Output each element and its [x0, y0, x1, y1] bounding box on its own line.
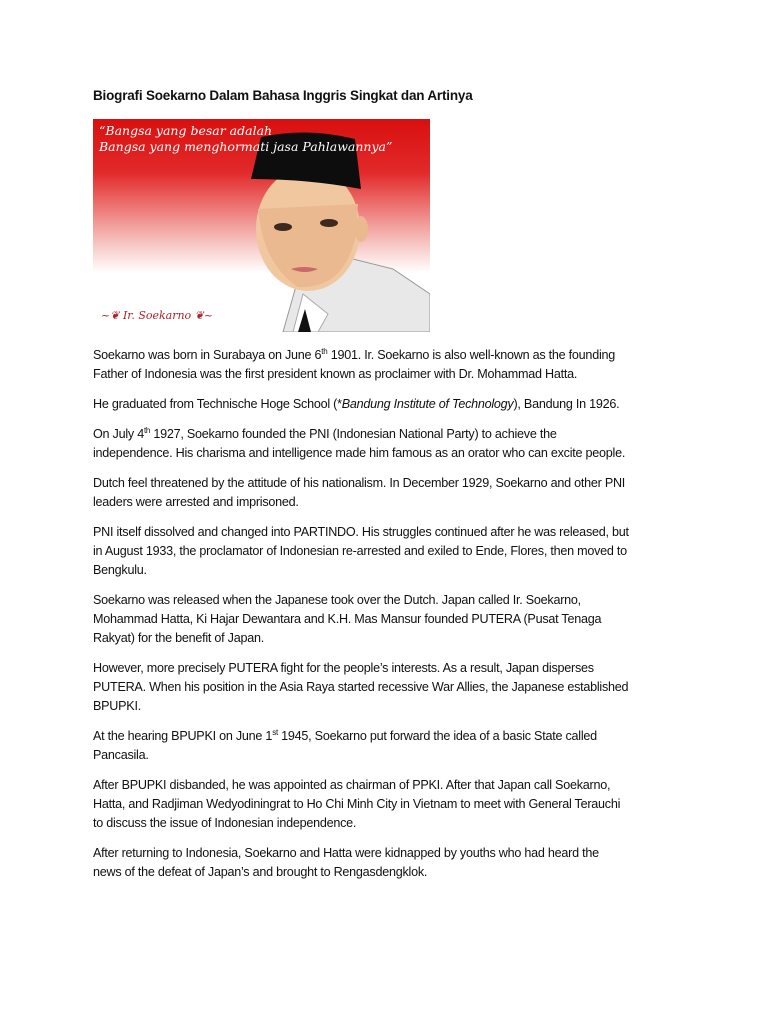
text-segment: ), Bandung In 1926. — [513, 397, 620, 411]
text-segment: Soekarno was born in Surabaya on June 6 — [93, 348, 322, 362]
text-line — [93, 659, 693, 678]
text-line — [93, 395, 693, 414]
paragraph — [93, 591, 693, 648]
text-segment: Dutch feel threatened by the attitude of his nationalism. In December 1929, Soekarno and other PNI — [93, 476, 626, 490]
text-line — [93, 776, 693, 795]
text-line — [93, 542, 693, 561]
quote-line-1: “Bangsa yang besar adalah — [99, 123, 273, 138]
text-segment: After BPUPKI disbanded, he was appointed as chairman of PPKI. After that Japan call Soekarno, — [93, 778, 611, 792]
paragraph — [93, 346, 693, 384]
text-segment: BPUPKI. — [93, 699, 141, 713]
text-line — [93, 746, 693, 765]
text-segment: Father of Indonesia was the first president known as proclaimer with Dr. Mohammad Hatta. — [93, 367, 578, 381]
paragraph — [93, 727, 693, 765]
quote-line-2: Bangsa yang menghormati jasa Pahlawannya” — [99, 139, 393, 154]
paragraph — [93, 776, 693, 833]
signature: ~❦ Ir. Soekarno ❦~ — [101, 309, 214, 322]
text-segment: PNI itself dissolved and changed into PARTINDO. His struggles continued after he was released, but — [93, 525, 629, 539]
text-segment: Pancasila. — [93, 748, 149, 762]
document-title: Biografi Soekarno Dalam Bahasa Inggris Singkat dan Artinya — [93, 88, 473, 103]
text-segment: Soekarno was released when the Japanese took over the Dutch. Japan called Ir. Soekarno, — [93, 593, 581, 607]
paragraph — [93, 844, 693, 882]
paragraph — [93, 659, 693, 716]
superscript: th — [321, 347, 328, 356]
text-segment: 1945, Soekarno put forward the idea of a basic State called — [277, 729, 597, 743]
hero-quote — [99, 123, 392, 155]
text-line — [93, 697, 693, 716]
text-segment: PUTERA. When his position in the Asia Raya started recessive War Allies, the Japanese established — [93, 680, 629, 694]
paragraph — [93, 395, 693, 414]
text-segment: Bengkulu. — [93, 563, 147, 577]
text-segment: news of the defeat of Japan’s and brought to Rengasdengklok. — [93, 865, 428, 879]
text-line — [93, 863, 693, 882]
text-line — [93, 523, 693, 542]
text-line — [93, 610, 693, 629]
text-line — [93, 444, 693, 463]
text-line — [93, 795, 693, 814]
text-segment: independence. His charisma and intelligence made him famous as an orator who can excite people. — [93, 446, 626, 460]
text-line — [93, 814, 693, 833]
text-line — [93, 727, 693, 746]
text-line — [93, 591, 693, 610]
text-line — [93, 493, 693, 512]
italic-text: Bandung Institute of Technology — [341, 397, 514, 411]
text-line — [93, 425, 693, 444]
text-line — [93, 474, 693, 493]
text-segment: After returning to Indonesia, Soekarno and Hatta were kidnapped by youths who had heard the — [93, 846, 599, 860]
soekarno-portrait-image — [93, 119, 430, 332]
text-line — [93, 844, 693, 863]
signature-text: Ir. Soekarno — [122, 309, 192, 322]
text-segment: Hatta, and Radjiman Wedyodiningrat to Ho Chi Minh City in Vietnam to meet with General Terauchi — [93, 797, 621, 811]
text-line — [93, 561, 693, 580]
paragraph — [93, 425, 693, 463]
text-line — [93, 678, 693, 697]
text-segment: leaders were arrested and imprisoned. — [93, 495, 299, 509]
superscript: th — [143, 426, 151, 435]
text-line — [93, 365, 693, 384]
text-segment: to discuss the issue of Indonesian independence. — [93, 816, 357, 830]
text-line — [93, 629, 693, 648]
document-body — [93, 346, 693, 893]
text-segment: On July 4 — [93, 427, 144, 441]
text-segment: He graduated from Technische Hoge School (* — [93, 397, 342, 411]
text-segment: At the hearing BPUPKI on June 1 — [93, 729, 273, 743]
text-segment: in August 1933, the proclamator of Indonesian re-arrested and exiled to Ende, Flores, then moved to — [93, 544, 627, 558]
text-line — [93, 346, 693, 365]
paragraph — [93, 474, 693, 512]
text-segment: 1927, Soekarno founded the PNI (Indonesian National Party) to achieve the — [150, 427, 557, 441]
text-segment: Rakyat) for the benefit of Japan. — [93, 631, 264, 645]
text-segment: Mohammad Hatta, Ki Hajar Dewantara and K.H. Mas Mansur founded PUTERA (Pusat Tenaga — [93, 612, 602, 626]
paragraph — [93, 523, 693, 580]
text-segment: 1901. Ir. Soekarno is also well-known as the founding — [327, 348, 616, 362]
superscript: st — [272, 728, 278, 737]
text-segment: However, more precisely PUTERA fight for the people’s interests. As a result, Japan disperses — [93, 661, 594, 675]
